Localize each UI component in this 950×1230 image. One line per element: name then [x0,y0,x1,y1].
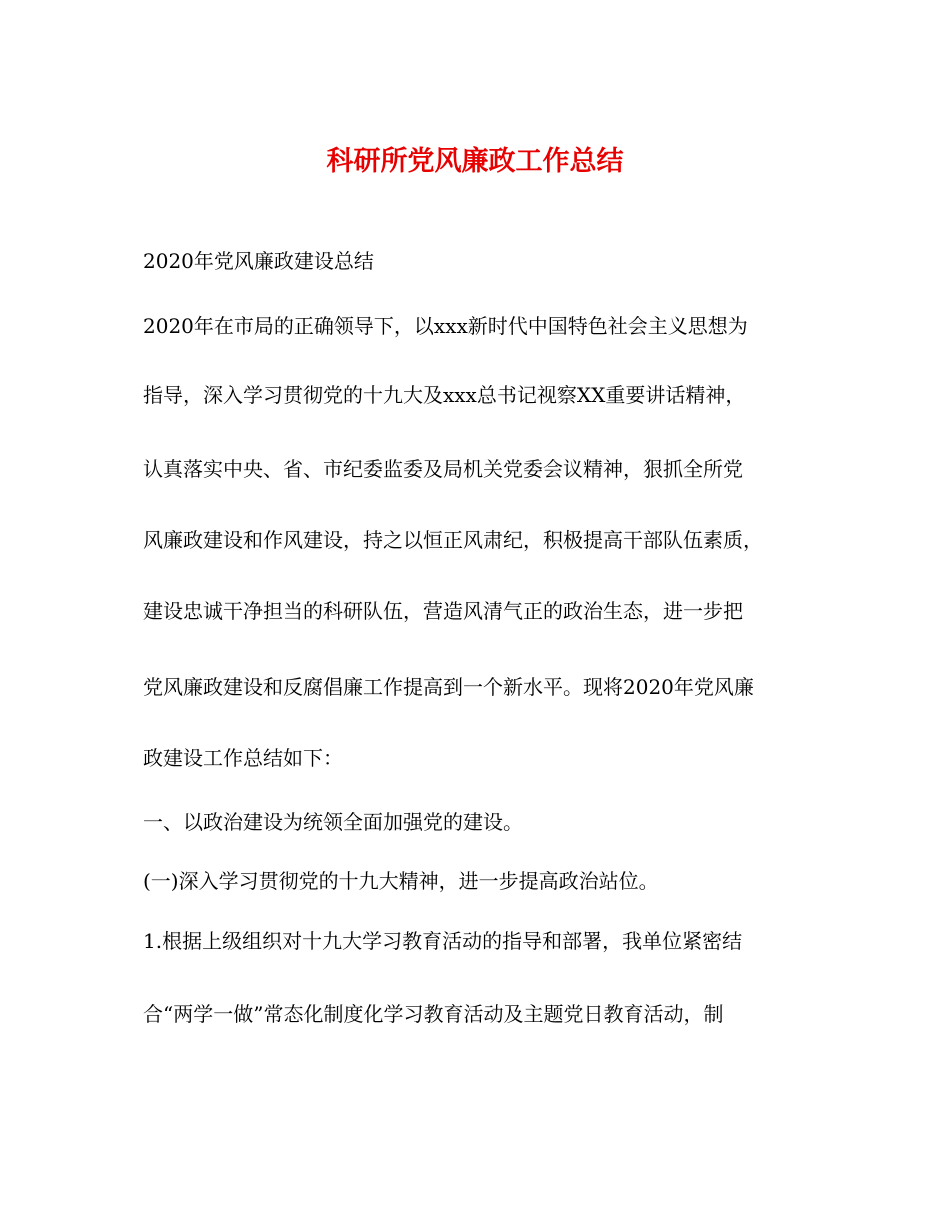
body-line-1: 2020年党风廉政建设总结 [143,249,374,273]
body-line-12: 合“两学一做”常态化制度化学习教育活动及主题党日教育活动，制 [143,1002,724,1026]
subsection-heading-1: (一)深入学习贯彻党的十九大精神，进一步提高政治站位。 [143,869,659,893]
body-line-3: 指导，深入学习贯彻党的十九大及xxx总书记视察XX重要讲话精神， [143,383,746,407]
body-line-7: 党风廉政建设和反腐倡廉工作提高到一个新水平。现将2020年党风廉 [143,675,754,699]
body-line-4: 认真落实中央、省、市纪委监委及局机关党委会议精神，狠抓全所党 [143,457,743,481]
body-line-6: 建设忠诚干净担当的科研队伍，营造风清气正的政治生态，进一步把 [143,599,743,623]
document-title: 科研所党风廉政工作总结 [326,146,624,177]
body-line-8: 政建设工作总结如下： [143,746,343,770]
body-line-5: 风廉政建设和作风建设，持之以恒正风肃纪，积极提高干部队伍素质， [143,528,763,552]
body-line-2: 2020年在市局的正确领导下，以xxx新时代中国特色社会主义思想为 [143,314,748,338]
body-line-11: 1.根据上级组织对十九大学习教育活动的指导和部署，我单位紧密结 [143,929,743,953]
section-heading-1: 一、以政治建设为统领全面加强党的建设。 [143,810,523,834]
